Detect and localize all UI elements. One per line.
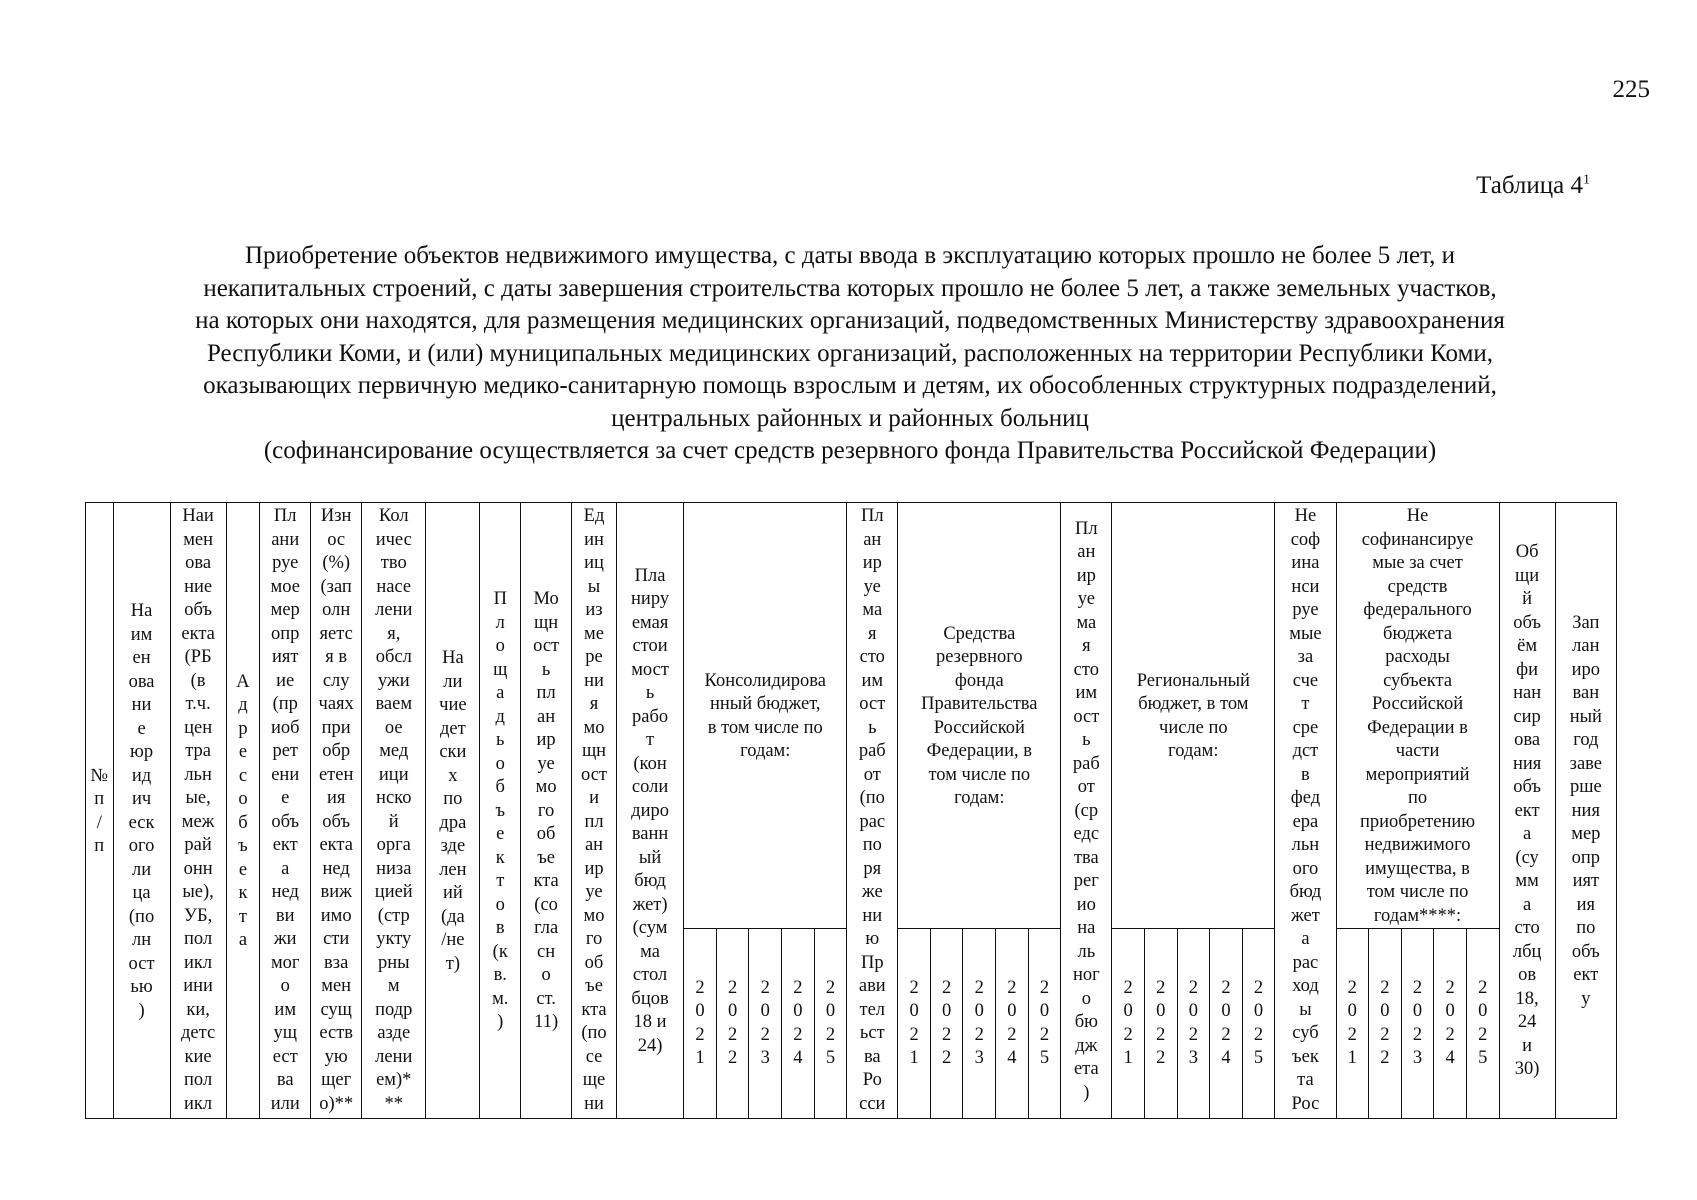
col-header-number: № п / п	[86, 503, 114, 1119]
col-header-area: П л о щ а д ь о б ъ е к т о в (к в. м. )	[480, 503, 521, 1119]
year-header: 2 0 2 5	[814, 929, 847, 1119]
col-header-planned-action: Пл ани руе мое мер опр ият ие (пр иоб рет ени е объ ект а нед ви жи мог о им ущ ест ва или	[260, 503, 311, 1119]
year-header: 2 0 2 5	[1466, 929, 1499, 1119]
table-label-text: Таблица 4	[1476, 172, 1583, 199]
year-header: 2 0 2 1	[898, 929, 931, 1119]
col-header-planned-cost-government: Пл ан ир уе ма я сто им ост ь раб от (по рас по ря же ни ю Пр ави тел ьст ва Ро сси	[847, 503, 898, 1119]
col-header-total-financing: Об щи й объ ём фи нан сир ова ния объ ект а (су мм а сто лбц ов 18, 24 и 30)	[1499, 503, 1555, 1119]
col-header-address: А д р е с о б ъ е к т а	[226, 503, 260, 1119]
col-header-reserve-fund: Средства резервного фонда Правительства Российской Федерации, в том числе по годам:	[898, 503, 1061, 929]
year-header: 2 0 2 4	[782, 929, 815, 1119]
title-line: центральных районных и районных больниц	[611, 404, 1089, 432]
year-header: 2 0 2 3	[963, 929, 996, 1119]
year-header: 2 0 2 1	[684, 929, 717, 1119]
title-line: некапитальных строений, с даты завершения строительства которых прошло не более 5 лет, а также земельных участков,	[203, 274, 1497, 302]
page-number: 225	[1612, 76, 1650, 103]
title-line: на которых они находятся, для размещения медицинских организаций, подведомственных Министерству здравоохранения	[195, 307, 1505, 334]
table-title	[80, 240, 1620, 468]
year-header: 2 0 2 5	[1242, 929, 1275, 1119]
col-header-non-cofinanced: Не соф ина нси руе мые за сче т сре дст в фед ера льн ого бюд жет а рас ход ы суб ъек та Рос	[1275, 503, 1336, 1119]
title-line: Приобретение объектов недвижимого имущества, с даты ввода в эксплуатацию которых прошло не более 5 лет, и	[244, 242, 1456, 269]
col-header-completion-year: Зап лан иро ван ный год заве рше ния мер опр ият ия по объ ект у	[1555, 503, 1616, 1119]
col-header-wear: Изн ос (%) (зап олн яетс я в слу чаях при обр етен ия объ екта нед виж имо сти вза мен сущ еств ую щег о)**	[311, 503, 362, 1119]
col-header-planned-cost: Пла ниру емая стои мост ь рабо т (кон соли диро ванн ый бюд жет) (сум ма стол бцов 18 и 24)	[616, 503, 683, 1119]
year-header: 2 0 2 1	[1112, 929, 1145, 1119]
title-line: оказывающих первичную медико-санитарную помощь взрослым и детям, их обособленных структурных подразделений,	[203, 372, 1497, 399]
year-header: 2 0 2 3	[1177, 929, 1210, 1119]
year-header: 2 0 2 3	[1401, 929, 1434, 1119]
year-header: 2 0 2 2	[716, 929, 749, 1119]
col-header-non-cofinanced-by-year: Не софинансируе мые за счет средств федерального бюджета расходы субъекта Российской Федерации в части мероприятий по приобретению недвижимого имущества, в том числе по годам****:	[1336, 503, 1499, 929]
title-line: Республики Коми, и (или) муниципальных медицинских организаций, расположенных на территории Республики Коми,	[206, 339, 1494, 367]
col-header-regional-budget: Региональный бюджет, в том числе по годам:	[1112, 503, 1275, 929]
table-label-superscript: 1	[1583, 172, 1590, 188]
col-header-consolidated-budget: Консолидирова нный бюджет, в том числе по годам:	[684, 503, 847, 929]
financing-table	[85, 502, 1617, 1119]
year-header: 2 0 2 4	[1434, 929, 1467, 1119]
year-header: 2 0 2 5	[1028, 929, 1061, 1119]
col-header-planned-cost-regional: Пл ан ир уе ма я сто им ост ь раб от (ср едс тва рег ио на ль ног о бю дж ета )	[1061, 503, 1112, 1119]
col-header-capacity-units: Ед ин иц ы из ме ре ни я мо щн ост и пл ан ир уе мо го об ъе кта (по се ще ни	[572, 503, 617, 1119]
title-line: (софинансирование осуществляется за счет средств резервного фонда Правительства Российской Федерации)	[263, 437, 1437, 464]
col-header-children-units: На ли чие дет ски х по дра зде лен ий (да /не т)	[426, 503, 480, 1119]
year-header: 2 0 2 4	[996, 929, 1029, 1119]
col-header-population: Кол ичес тво насе лени я, обсл ужи ваем ое мед ици нско й орга низа цией (стр укту рны м подр азде лени ем)* **	[362, 503, 426, 1119]
col-header-object-name: Наи мен ова ние объ екта (РБ (в т.ч. цен тра льн ые, меж рай онн ые), УБ, пол икл ини ки, детс кие пол икл	[170, 503, 226, 1119]
year-header: 2 0 2 2	[1144, 929, 1177, 1119]
year-header: 2 0 2 2	[930, 929, 963, 1119]
year-header: 2 0 2 3	[749, 929, 782, 1119]
col-header-capacity: Мо щн ост ь пл ан ир уе мо го об ъе кта (со гла сн о ст. 11)	[521, 503, 572, 1119]
year-header: 2 0 2 4	[1210, 929, 1243, 1119]
year-header: 2 0 2 1	[1336, 929, 1369, 1119]
col-header-legal-entity: На им ен ова ни е юр ид ич еск ого ли ца (по лн ост ью )	[113, 503, 170, 1119]
table-label	[1400, 172, 1590, 200]
year-header: 2 0 2 2	[1369, 929, 1402, 1119]
